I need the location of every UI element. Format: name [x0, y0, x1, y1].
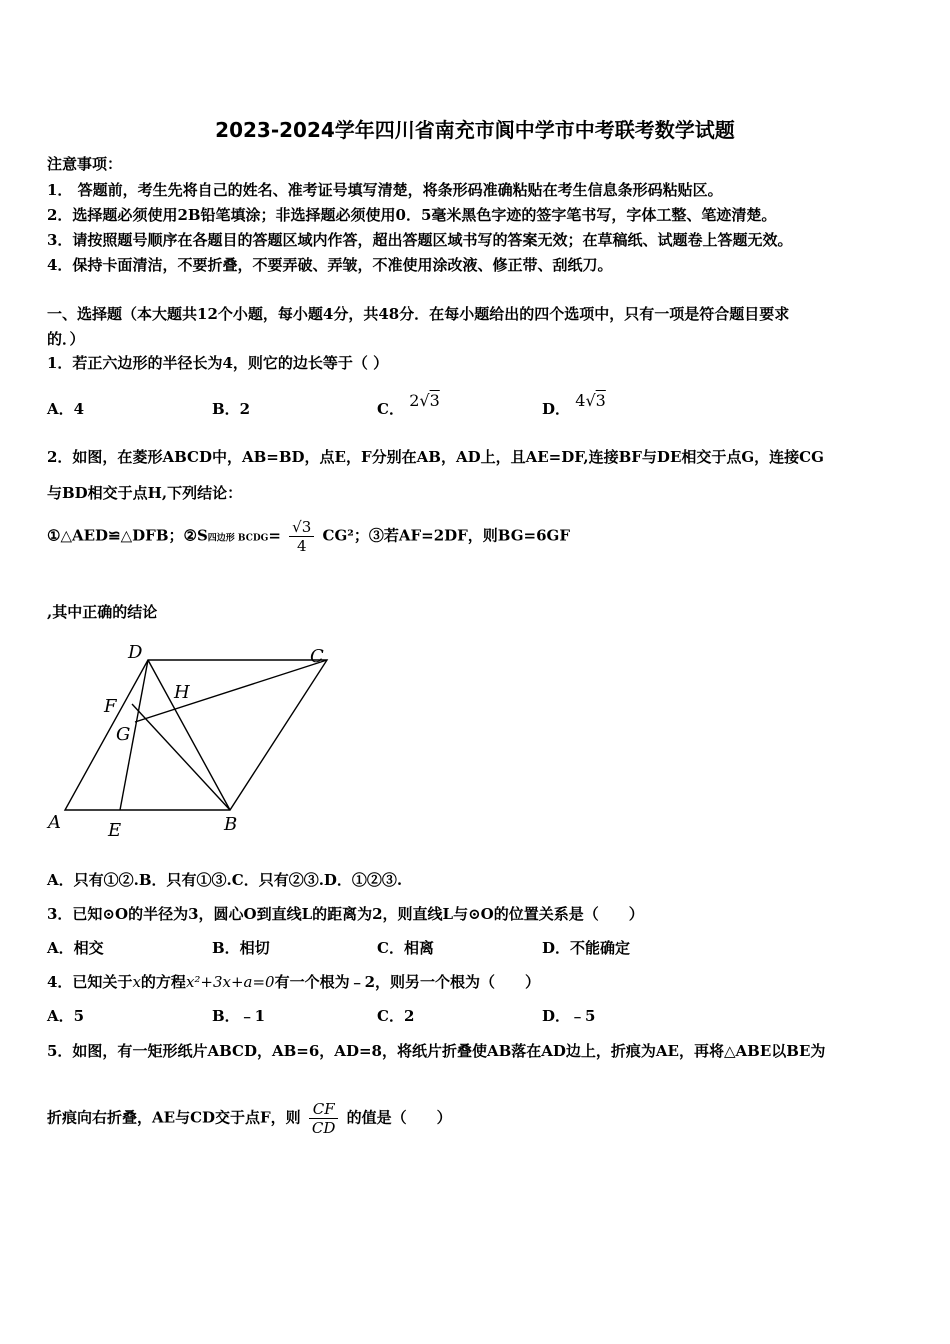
segment-cg	[135, 660, 327, 722]
q2-stem-end: ,其中正确的结论	[47, 603, 158, 621]
q1-option-a: A．4	[47, 400, 85, 418]
q4-option-a: A．5	[47, 1007, 85, 1025]
q4-option-b: B．﹣1	[212, 1007, 266, 1025]
label-d: D	[128, 642, 143, 663]
page-title: 2023-2024学年四川省南充市阆中学市中考联考数学试题	[215, 118, 735, 142]
notice-item: 3．请按照题号顺序在各题目的答题区域内作答，超出答题区域书写的答案无效；在草稿纸、试题卷上答题无效。	[47, 231, 793, 249]
label-b: B	[224, 814, 238, 835]
label-c: C	[310, 646, 324, 667]
q3-option-d: D．不能确定	[542, 939, 631, 957]
label-e: E	[108, 820, 122, 841]
q3-option-c: C．相离	[377, 939, 434, 957]
notice-heading: 注意事项：	[47, 155, 123, 173]
q3-option-b: B．相切	[212, 939, 270, 957]
section-heading-cont: 的．）	[47, 330, 85, 348]
q3-option-a: A．相交	[47, 939, 104, 957]
q1-option-c: C． 2√3	[377, 391, 440, 418]
rhombus-abcd	[65, 660, 327, 810]
q5-fraction: $\frac{CF}{CD}$	[309, 1100, 339, 1137]
q4-option-d: D．﹣5	[542, 1007, 596, 1025]
q1-option-b: B．2	[212, 400, 251, 418]
label-g: G	[116, 724, 131, 745]
label-a: A	[48, 812, 61, 833]
q2-fraction: $\frac{√3}{4}$	[289, 518, 314, 555]
notice-item: 4．保持卡面清洁，不要折叠，不要弄破、弄皱，不准使用涂改液、修正带、刮纸刀。	[47, 256, 613, 274]
q2-options: A．只有①②.B．只有①③.C．只有②③.D．①②③.	[47, 871, 403, 889]
q4-stem: 4．已知关于x的方程x²+3x+a=0有一个根为﹣2，则另一个根为（ ）	[47, 973, 541, 991]
section-heading: 一、选择题（本大题共12个小题，每小题4分，共48分．在每小题给出的四个选项中，只有一项是符合题目要求	[47, 305, 790, 323]
notice-item: 1． 答题前，考生先将自己的姓名、准考证号填写清楚，将条形码准确粘贴在考生信息条形码粘贴区。	[47, 181, 723, 199]
notice-item: 2．选择题必须使用2B铅笔填涂；非选择题必须使用0．5毫米黑色字迹的签字笔书写，字体工整、笔迹清楚。	[47, 206, 777, 224]
q2-conclusions: ①△AED≌△DFB；②S四边形 BCDG= $\frac{√3}{4}$ CG²；③若AF=2DF，则BG=6GF	[47, 518, 571, 555]
rhombus-figure	[40, 640, 340, 845]
q2-stem-cont: 与BD相交于点H,下列结论：	[47, 484, 243, 502]
q1-stem: 1．若正六边形的半径长为4，则它的边长等于（ ）	[47, 354, 389, 372]
q2-stem: 2．如图，在菱形ABCD中，AB=BD，点E，F分别在AB，AD上，且AE=DF,连接BF与DE相交于点G，连接CG	[47, 448, 824, 466]
label-h: H	[174, 682, 190, 703]
label-f: F	[104, 696, 117, 717]
q5-stem-cont: 折痕向右折叠，AE与CD交于点F，则 $\frac{CF}{CD}$ 的值是（ ）	[47, 1100, 452, 1137]
q4-option-c: C．2	[377, 1007, 415, 1025]
q1-option-d: D． 4√3	[542, 391, 606, 418]
q3-stem: 3．已知⊙O的半径为3，圆心O到直线L的距离为2，则直线L与⊙O的位置关系是（ ）	[47, 905, 644, 923]
q5-stem: 5．如图，有一矩形纸片ABCD，AB=6，AD=8，将纸片折叠使AB落在AD边上，折痕为AE，再将△ABE以BE为	[47, 1042, 826, 1060]
